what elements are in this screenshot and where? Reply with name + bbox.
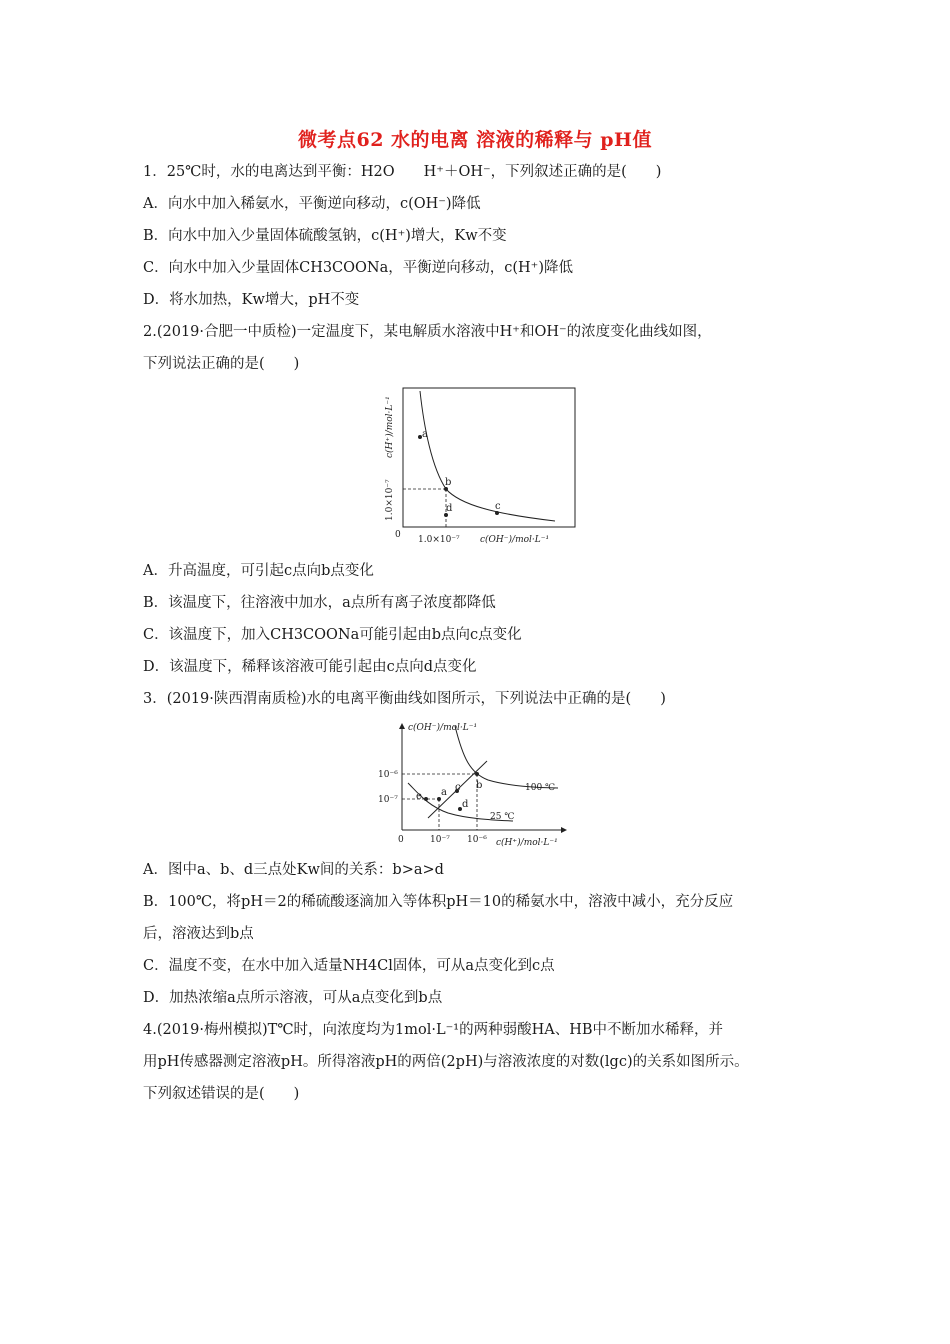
q3-xtick-low: 10⁻⁷: [430, 835, 450, 845]
q2-option-a: A．升高温度，可引起c点向b点变化: [143, 563, 374, 579]
q1-option-a: A．向水中加入稀氨水，平衡逆向移动，c(OH⁻)降低: [143, 196, 481, 212]
q3-option-b-line1: B．100℃，将pH＝2的稀硫酸逐滴加入等体积pH＝10的稀氨水中，溶液中减小，充分反应: [143, 894, 734, 910]
q3-ytick-high: 10⁻⁶: [378, 770, 398, 780]
q4-stem-line1: 4.(2019·梅州模拟)T℃时，向浓度均为1mol·L⁻¹的两种弱酸HA、HB中不断加水稀释，并: [143, 1022, 724, 1038]
q2-stem-line2: 下列说法正确的是( ): [143, 356, 300, 372]
q3-label-c: c: [455, 782, 461, 793]
q4-stem-line2: 用pH传感器测定溶液pH。所得溶液pH的两倍(2pH)与溶液浓度的对数(lgc)的关系如图所示。: [143, 1054, 749, 1070]
q1-option-b: B．向水中加入少量固体硫酸氢钠，c(H⁺)增大，Kw不变: [143, 228, 507, 244]
q3-label-a: a: [441, 787, 447, 798]
q2-label-a: a: [422, 429, 428, 440]
q3-option-c: C．温度不变，在水中加入适量NH4Cl固体，可从a点变化到c点: [143, 958, 555, 974]
q1-option-c: C．向水中加入少量固体CH3COONa，平衡逆向移动，c(H⁺)降低: [143, 260, 573, 276]
q2-label-d: d: [446, 503, 453, 514]
q3-xtick-high: 10⁻⁶: [467, 835, 487, 845]
q3-xlabel: c(H⁺)/mol·L⁻¹: [496, 838, 558, 848]
q3-curve-100: 100 ℃: [525, 783, 556, 793]
q3-option-d: D．加热浓缩a点所示溶液，可从a点变化到b点: [143, 990, 443, 1006]
q3-curve-25: 25 ℃: [490, 812, 515, 822]
q3-label-e: e: [416, 791, 422, 802]
q2-label-b: b: [445, 477, 452, 488]
q3-figure: [368, 718, 578, 856]
q2-ytick: 1.0×10⁻⁷: [385, 479, 395, 521]
q2-label-c: c: [495, 501, 501, 512]
q3-label-b: b: [476, 780, 483, 791]
q3-ylabel: c(OH⁻)/mol·L⁻¹: [408, 723, 478, 733]
q3-stem: 3．(2019·陕西渭南质检)水的电离平衡曲线如图所示，下列说法中正确的是( ): [143, 691, 666, 707]
q1-option-d: D．将水加热，Kw增大，pH不变: [143, 292, 360, 308]
q2-origin: 0: [395, 530, 401, 540]
q3-ytick-low: 10⁻⁷: [378, 795, 398, 805]
q3-point-b: [475, 772, 479, 776]
q2-option-d: D．该温度下，稀释该溶液可能引起由c点向d点变化: [143, 659, 477, 675]
q3-option-b-line2: 后，溶液达到b点: [143, 926, 254, 942]
q2-figure: [380, 383, 580, 559]
q4-stem-line3: 下列叙述错误的是( ): [143, 1086, 300, 1102]
q2-option-c: C．该温度下，加入CH3COONa可能引起由b点向c点变化: [143, 627, 522, 643]
page-title: 微考点62 水的电离 溶液的稀释与 pH值: [297, 129, 653, 151]
q2-option-b: B．该温度下，往溶液中加水，a点所有离子浓度都降低: [143, 595, 496, 611]
q2-xtick: 1.0×10⁻⁷: [418, 535, 460, 545]
q1-stem: 1．25℃时，水的电离达到平衡：H2O H⁺＋OH⁻，下列叙述正确的是( ): [143, 164, 662, 180]
q3-point-e: [424, 797, 428, 801]
q3-label-d: d: [462, 799, 469, 810]
q3-option-a: A．图中a、b、d三点处Kw间的关系：b>a>d: [143, 862, 444, 878]
q2-stem-line1: 2.(2019·合肥一中质检)一定温度下，某电解质水溶液中H⁺和OH⁻的浓度变化曲线如图，: [143, 324, 712, 340]
q2-xlabel: c(OH⁻)/mol·L⁻¹: [480, 535, 550, 545]
q2-ylabel: c(H⁺)/mol·L⁻¹: [385, 396, 395, 458]
q3-origin: 0: [398, 835, 404, 845]
